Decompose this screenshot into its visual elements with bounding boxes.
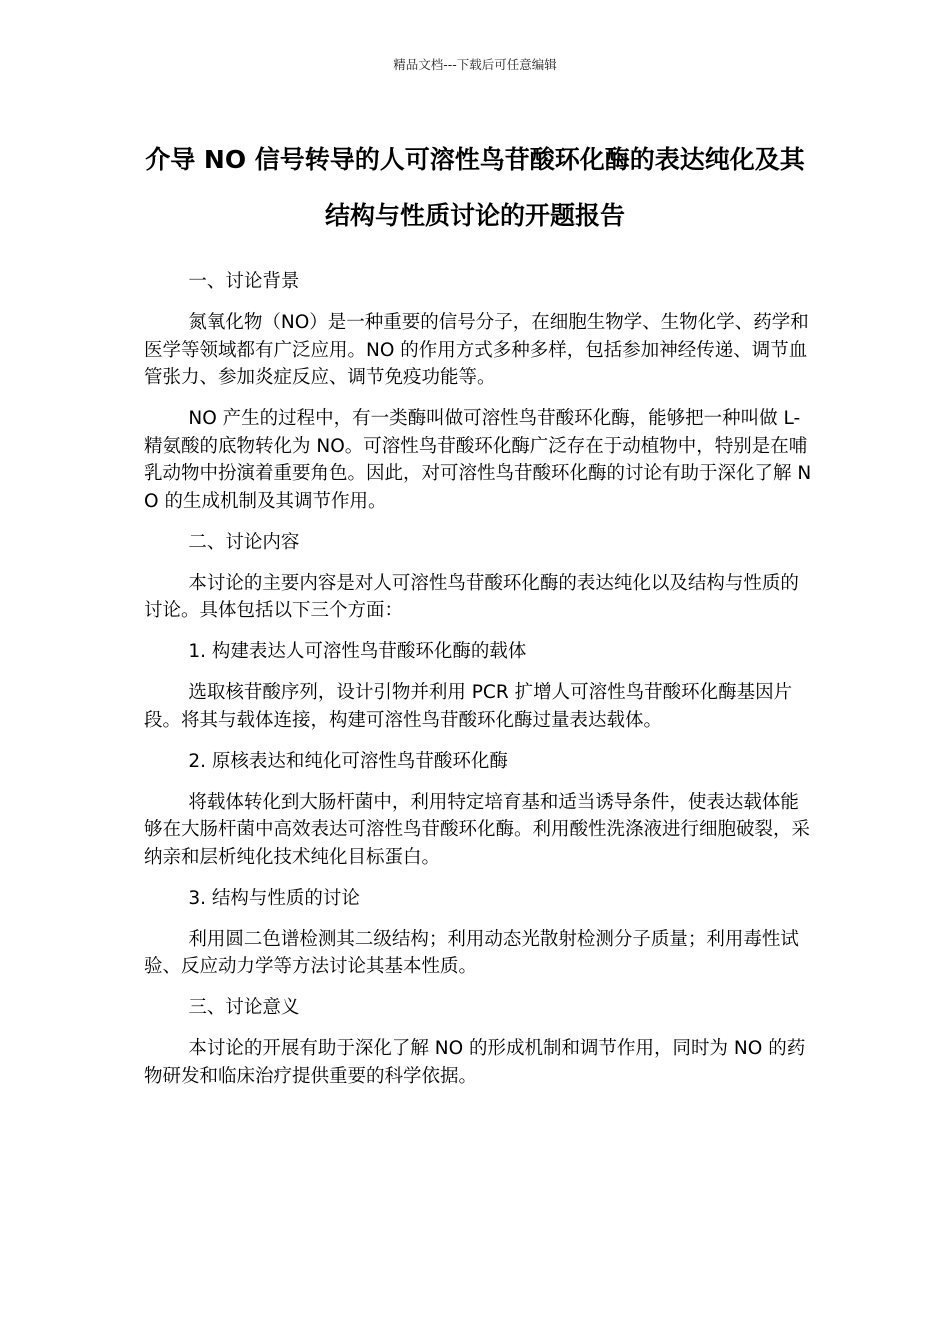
- section-heading-content: 二、讨论内容: [188, 531, 300, 553]
- document-body: [144, 268, 812, 1104]
- body-paragraph: 利用圆二色谱检测其二级结构；利用动态光散射检测分子质量；利用毒性试验、反应动力学等方法讨论其基本性质。: [144, 928, 799, 977]
- subsection-heading-expression: 2. 原核表达和纯化可溶性鸟苷酸环化酶: [188, 750, 508, 772]
- body-paragraph: 氮氧化物（NO）是一种重要的信号分子，在细胞生物学、生物化学、药学和医学等领域都有广泛应用。NO 的作用方式多种多样，包括参加神经传递、调节血管张力、参加炎症反应、调节免疫功能等。: [144, 312, 809, 388]
- body-paragraph: 将载体转化到大肠杆菌中，利用特定培育基和适当诱导条件，使表达载体能够在大肠杆菌中高效表达可溶性鸟苷酸环化酶。利用酸性洗涤液进行细胞破裂，采纳亲和层析纯化技术纯化目标蛋白。: [144, 791, 811, 868]
- body-paragraph: NO 产生的过程中，有一类酶叫做可溶性鸟苷酸环化酶，能够把一种叫做 L-精氨酸的底物转化为 NO。可溶性鸟苷酸环化酶广泛存在于动植物中，特别是在哺乳动物中扮演着重要角色。因此，对可溶性鸟苷酸环化酶的讨论有助于深化了解 NO 的生成机制及其调节作用。: [144, 408, 812, 512]
- subsection-heading-vector: 1. 构建表达人可溶性鸟苷酸环化酶的载体: [188, 641, 527, 662]
- section-heading-background: 一、讨论背景: [188, 271, 300, 292]
- body-paragraph: 本讨论的主要内容是对人可溶性鸟苷酸环化酶的表达纯化以及结构与性质的讨论。具体包括以下三个方面：: [144, 572, 799, 621]
- subsection-heading-structure: 3. 结构与性质的讨论: [188, 887, 360, 909]
- body-paragraph: 本讨论的开展有助于深化了解 NO 的形成机制和调节作用，同时为 NO 的药物研发和临床治疗提供重要的科学依据。: [144, 1038, 806, 1087]
- document-title: 介导 NO 信号转导的人可溶性鸟苷酸环化酶的表达纯化及其结构与性质讨论的开题报告: [145, 145, 805, 230]
- page-header: 精品文档---下载后可任意编辑: [393, 57, 557, 72]
- section-heading-significance: 三、讨论意义: [188, 997, 300, 1018]
- body-paragraph: 选取核苷酸序列，设计引物并利用 PCR 扩增人可溶性鸟苷酸环化酶基因片段。将其与载体连接，构建可溶性鸟苷酸环化酶过量表达载体。: [144, 682, 793, 731]
